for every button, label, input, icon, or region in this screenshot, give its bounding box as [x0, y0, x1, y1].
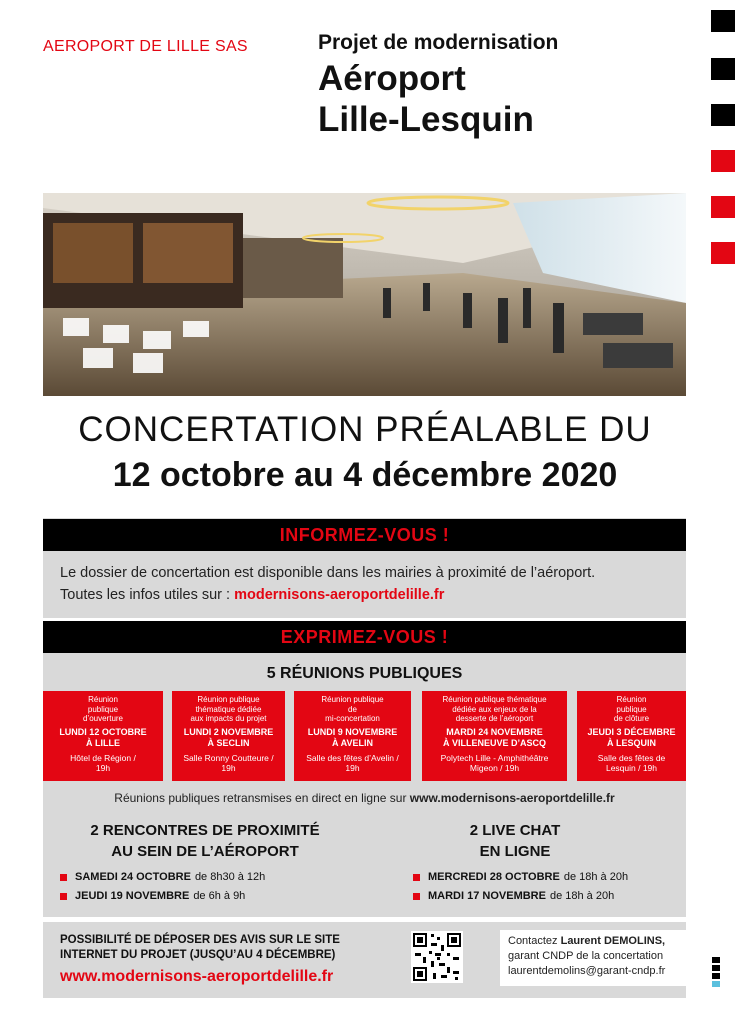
rencontre-date: SAMEDI 24 OCTOBRE [75, 871, 191, 883]
bullet-square-icon [413, 874, 420, 881]
reunions-heading: 5 RÉUNIONS PUBLIQUES [266, 665, 463, 682]
bullet-square-icon [413, 893, 420, 900]
reunion-type: Réunion [616, 695, 647, 704]
live-chat-heading [420, 820, 610, 862]
rencontres-heading [55, 820, 355, 862]
live-chat-list [413, 868, 628, 906]
list-item [413, 887, 628, 906]
bullet-square-icon [60, 874, 67, 881]
list-item [60, 868, 265, 887]
footer-website-link[interactable]: www.modernisons-aeroportdelille.fr [60, 968, 334, 985]
contact-prefix: Contactez [508, 935, 558, 947]
reunion-time: Migeon / 19h [469, 763, 520, 773]
informez-website-link[interactable]: modernisons-aeroportdelille.fr [234, 587, 445, 603]
organization-name: AEROPORT DE LILLE SAS [43, 38, 248, 55]
reunion-card [294, 691, 411, 781]
title-line-2: Aéroport [318, 59, 466, 98]
reunion-type: publique [87, 704, 119, 714]
rencontre-time: de 6h à 9h [193, 890, 246, 902]
side-square-red-2 [711, 196, 735, 218]
contact-line-1 [508, 934, 690, 949]
stream-text: Réunions publiques retransmises en direct en ligne sur [114, 791, 407, 805]
project-title [318, 32, 558, 137]
reunion-time: 19h [221, 763, 236, 773]
reunion-venue: Salle des fêtes d’Avelin / [306, 752, 399, 763]
reunion-card [577, 691, 686, 781]
informez-heading: INFORMEZ-VOUS ! [43, 519, 686, 551]
reunion-time: 19h [345, 763, 360, 773]
reunion-type: desserte de l’aéroport [455, 714, 534, 723]
reunion-venue: Polytech Lille - Amphithéâtre [440, 752, 549, 763]
exprimez-heading: EXPRIMEZ-VOUS ! [43, 621, 686, 653]
reunion-venue: Salle des fêtes de [597, 752, 666, 763]
reunion-type: aux impacts du projet [190, 714, 267, 723]
printer-mark-icon [712, 957, 720, 987]
side-square-black-2 [711, 58, 735, 80]
reunion-venue: Hôtel de Région / [70, 752, 136, 763]
live-chat-time: de 18h à 20h [563, 871, 629, 883]
live-chat-heading-line-2: EN LIGNE [479, 843, 551, 860]
reunion-type: Réunion [88, 695, 118, 704]
reunion-type: Réunion publique thématique [442, 695, 547, 704]
reunions-cards [43, 691, 686, 781]
reunion-type: thématique dédiée [195, 704, 262, 714]
informez-text-line-1: Le dossier de concertation est disponible dans les mairies à proximité de l’aéroport. [60, 565, 596, 581]
avis-notice [60, 933, 340, 963]
qr-code-icon [411, 931, 463, 983]
reunion-type: de clôture [613, 714, 650, 723]
concertation-block [40, 410, 690, 495]
rencontres-list [60, 868, 265, 906]
avis-line-2: INTERNET DU PROJET (JUSQU’AU 4 DÉCEMBRE) [60, 949, 336, 961]
live-chat-heading-line-1: 2 LIVE CHAT [469, 822, 561, 839]
rencontre-time: de 8h30 à 12h [194, 871, 266, 883]
avis-line-1: POSSIBILITÉ DE DÉPOSER DES AVIS SUR LE SITE [60, 934, 340, 946]
live-chat-time: de 18h à 20h [549, 890, 615, 902]
contact-role: garant CNDP de la concertation [508, 950, 664, 962]
reunion-card [172, 691, 285, 781]
reunion-type: Réunion publique [321, 695, 384, 704]
informez-text-prefix: Toutes les infos utiles sur : [60, 587, 231, 603]
reunion-card [422, 691, 567, 781]
rencontre-date: JEUDI 19 NOVEMBRE [75, 890, 190, 902]
stream-notice [43, 791, 686, 805]
contact-email[interactable]: laurentdemolins@garant-cndp.fr [508, 965, 666, 977]
informez-text [60, 562, 595, 606]
terminal-rendering-image [43, 193, 686, 396]
qr-code[interactable] [411, 931, 463, 983]
reunion-type: d’ouverture [82, 714, 124, 723]
side-square-black-1 [711, 10, 735, 32]
reunion-city: À SECLIN [207, 737, 250, 748]
reunion-date: LUNDI 12 OCTOBRE [59, 726, 147, 737]
concertation-title: CONCERTATION PRÉALABLE DU [78, 410, 652, 449]
reunion-date: LUNDI 2 NOVEMBRE [183, 726, 274, 737]
reunion-type: dédiée aux enjeux de la [452, 704, 537, 714]
side-square-red-3 [711, 242, 735, 264]
reunion-time: 19h [95, 763, 111, 773]
reunion-time: Lesquin / 19h [605, 763, 658, 773]
rencontres-heading-line-1: 2 RENCONTRES DE PROXIMITÉ [90, 822, 320, 839]
reunion-type: de [348, 704, 357, 714]
contact-name: Laurent DEMOLINS, [560, 935, 666, 947]
live-chat-date: MARDI 17 NOVEMBRE [428, 890, 546, 902]
title-line-1: Projet de modernisation [318, 31, 559, 54]
reunion-type: Réunion publique [197, 695, 260, 704]
bullet-square-icon [60, 893, 67, 900]
contact-box [500, 930, 690, 986]
reunion-type: mi-concertation [325, 714, 380, 723]
reunion-city: À AVELIN [331, 737, 373, 748]
terminal-illustration [43, 193, 686, 396]
title-line-3: Lille-Lesquin [318, 100, 534, 139]
reunion-venue: Salle Ronny Coutteure / [183, 752, 274, 763]
reunion-city: À LESQUIN [606, 737, 656, 748]
list-item [60, 887, 265, 906]
stream-website-link[interactable]: www.modernisons-aeroportdelille.fr [409, 791, 615, 805]
printer-mark [712, 957, 720, 987]
side-square-red-1 [711, 150, 735, 172]
concertation-dates: 12 octobre au 4 décembre 2020 [112, 456, 618, 494]
reunion-card [43, 691, 163, 781]
informez-text-line-2 [60, 584, 595, 606]
reunion-date: JEUDI 3 DÉCEMBRE [587, 726, 676, 737]
list-item [413, 868, 628, 887]
reunion-date: MARDI 24 NOVEMBRE [446, 726, 543, 737]
reunion-city: À VILLENEUVE D’ASCQ [442, 737, 546, 748]
rencontres-heading-line-2: AU SEIN DE L’AÉROPORT [111, 843, 299, 860]
reunion-date: LUNDI 9 NOVEMBRE [307, 726, 398, 737]
reunion-city: À LILLE [86, 737, 120, 748]
reunion-type: publique [616, 704, 647, 714]
side-square-black-3 [711, 104, 735, 126]
live-chat-date: MERCREDI 28 OCTOBRE [428, 871, 560, 883]
